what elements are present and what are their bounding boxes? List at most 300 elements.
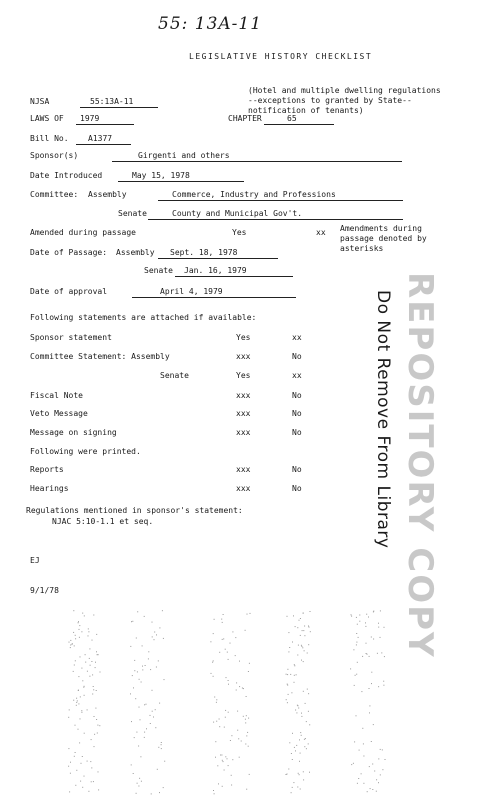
speckle [73, 610, 74, 611]
speckle [214, 619, 215, 620]
speckle [358, 637, 359, 638]
speckle [384, 627, 385, 628]
speckle [213, 722, 214, 723]
speckle [94, 746, 95, 747]
speckle [383, 681, 384, 682]
laws-of-value: 1979 [80, 114, 100, 123]
speckle [140, 756, 141, 757]
regulations-line-1: Regulations mentioned in sponsor's statement: [26, 506, 243, 515]
speckle [84, 695, 85, 696]
speckle [289, 647, 290, 648]
speckle [374, 771, 375, 772]
printed-row-yes: xxx [236, 465, 251, 474]
speckle [142, 669, 143, 670]
speckle [84, 776, 85, 777]
speckle [384, 656, 385, 657]
speckle [98, 789, 99, 790]
speckle [131, 621, 132, 622]
speckle [219, 719, 220, 720]
speckle [239, 757, 240, 758]
amended-note-2: passage denoted by [340, 234, 427, 243]
speckle [136, 793, 137, 794]
speckle [372, 764, 373, 765]
speckle [87, 761, 88, 762]
speckle [294, 675, 295, 676]
statement-row-no: No [292, 409, 302, 418]
speckle [142, 666, 143, 667]
speckle [371, 637, 372, 638]
speckle [250, 613, 251, 614]
speckle [92, 694, 93, 695]
passage-senate-label: Senate [144, 266, 173, 275]
speckle [81, 712, 82, 713]
speckle [92, 640, 93, 641]
speckle [148, 651, 149, 652]
speckle [68, 748, 69, 749]
speckle [215, 741, 216, 742]
description-line-1: (Hotel and multiple dwelling regulations [248, 86, 441, 95]
speckle [98, 654, 99, 655]
speckle [308, 711, 309, 712]
speckle [288, 632, 289, 633]
speckle [85, 654, 86, 655]
speckle [308, 743, 309, 744]
speckle [214, 793, 215, 794]
amended-yes: Yes [232, 228, 247, 237]
speckle [221, 619, 222, 620]
committee-assembly-value: Commerce, Industry and Professions [172, 190, 336, 199]
printed-row-label: Reports [30, 465, 64, 474]
description-line-3: notification of tenants) [248, 106, 364, 115]
speckle [210, 641, 211, 642]
speckle [301, 735, 302, 736]
speckle [155, 709, 156, 710]
speckle [231, 775, 232, 776]
speckle [363, 743, 364, 744]
speckle [373, 639, 374, 640]
speckle [79, 625, 80, 626]
speckle [245, 630, 246, 631]
speckle [308, 644, 309, 645]
speckle [100, 672, 101, 673]
speckle [159, 792, 160, 793]
speckle [84, 615, 85, 616]
speckle [74, 645, 75, 646]
speckle [164, 761, 165, 762]
statement-row-label: Sponsor statement [30, 333, 112, 342]
speckle [225, 717, 226, 718]
statement-row-yes: Yes [236, 371, 251, 380]
speckle [218, 783, 219, 784]
speckle [95, 667, 96, 668]
speckle [243, 716, 244, 717]
speckle [371, 672, 372, 673]
speckle [297, 627, 298, 628]
speckle [355, 675, 356, 676]
speckle [157, 769, 158, 770]
speckle [144, 616, 145, 617]
speckle [247, 732, 248, 733]
speckle [73, 671, 74, 672]
speckle [225, 710, 226, 711]
speckle [359, 621, 360, 622]
speckle [309, 627, 310, 628]
speckle [356, 633, 357, 634]
sponsor-value: Girgenti and others [138, 151, 230, 160]
speckle [291, 792, 292, 793]
speckle [152, 690, 153, 691]
speckle [211, 673, 212, 674]
speckle [246, 715, 247, 716]
speckle [80, 781, 81, 782]
speckle [291, 692, 292, 693]
speckle [227, 652, 228, 653]
speckle [354, 685, 355, 686]
speckle [154, 639, 155, 640]
speckle [88, 635, 89, 636]
speckle [351, 616, 352, 617]
speckle [150, 723, 151, 724]
speckle [287, 674, 288, 675]
speckle [362, 728, 363, 729]
speckle [378, 758, 379, 759]
speckle [376, 791, 377, 792]
speckle [373, 724, 374, 725]
speckle [223, 761, 224, 762]
speckle [92, 674, 93, 675]
statement-row-yes: xxx [236, 352, 251, 361]
speckle [82, 756, 83, 757]
speckle [78, 676, 79, 677]
speckle [239, 661, 240, 662]
speckle [303, 691, 304, 692]
speckle [303, 613, 304, 614]
statement-row-no: xx [292, 371, 302, 380]
speckle [246, 735, 247, 736]
speckle [88, 791, 89, 792]
speckle [292, 733, 293, 734]
statement-row-label: Fiscal Note [30, 391, 83, 400]
speckle [222, 622, 223, 623]
speckle [93, 781, 94, 782]
speckle [95, 662, 96, 663]
speckle [301, 660, 302, 661]
speckle [136, 732, 137, 733]
amended-note-1: Amendments during [340, 224, 422, 233]
speckle [287, 774, 288, 775]
speckle [245, 744, 246, 745]
speckle [70, 762, 71, 763]
njsa-value: 55:13A-11 [90, 97, 134, 106]
speckle [161, 742, 162, 743]
speckle [224, 770, 225, 771]
speckle [288, 769, 289, 770]
speckle [73, 700, 74, 701]
speckle [238, 738, 239, 739]
speckle [134, 737, 135, 738]
amended-label: Amended during passage [30, 228, 136, 237]
speckle [299, 761, 300, 762]
speckle [361, 691, 362, 692]
speckle [156, 634, 157, 635]
speckle [222, 786, 223, 787]
njsa-label: NJSA [30, 97, 50, 106]
speckle [70, 773, 71, 774]
speckle [90, 665, 91, 666]
speckle [139, 707, 140, 708]
speckle [76, 705, 77, 706]
speckle [216, 699, 217, 700]
speckle [354, 741, 355, 742]
speckle [78, 690, 79, 691]
speckle [217, 765, 218, 766]
speckle [366, 643, 367, 644]
speckle [369, 705, 370, 706]
speckle [219, 652, 220, 653]
speckle [310, 611, 311, 612]
speckle [70, 645, 71, 646]
speckle [132, 675, 133, 676]
speckle [294, 747, 295, 748]
speckle [159, 703, 160, 704]
speckle [78, 621, 79, 622]
speckle [74, 756, 75, 757]
speckle [357, 662, 358, 663]
statement-row-label: Veto Message [30, 409, 88, 418]
speckle [249, 663, 250, 664]
statement-row-yes: xxx [236, 391, 251, 400]
speckle [75, 785, 76, 786]
speckle [303, 779, 304, 780]
speckle [161, 748, 162, 749]
speckle [378, 686, 379, 687]
speckle [213, 676, 214, 677]
speckle [220, 755, 221, 756]
speckle [97, 725, 98, 726]
speckle [302, 630, 303, 631]
speckle [298, 708, 299, 709]
speckle [78, 703, 79, 704]
speckle [245, 722, 246, 723]
speckle [385, 759, 386, 760]
speckle [130, 646, 131, 647]
speckle [75, 752, 76, 753]
speckle [82, 787, 83, 788]
speckle [248, 671, 249, 672]
speckle [68, 717, 69, 718]
speckle [216, 702, 217, 703]
speckle [130, 693, 131, 694]
amended-mark: xx [316, 228, 326, 237]
speckle [74, 665, 75, 666]
speckle [225, 756, 226, 757]
speckle [363, 783, 364, 784]
speckle [226, 677, 227, 678]
speckle [293, 615, 294, 616]
speckle [80, 718, 81, 719]
speckle [230, 740, 231, 741]
bill-value: A1377 [88, 134, 113, 143]
speckle [381, 652, 382, 653]
page-title: LEGISLATIVE HISTORY CHECKLIST [189, 52, 373, 61]
speckle [81, 668, 82, 669]
speckle [235, 655, 236, 656]
speckle [248, 746, 249, 747]
speckle [307, 653, 308, 654]
speckle [353, 649, 354, 650]
scan-noise [60, 610, 390, 795]
printed-row-yes: xxx [236, 484, 251, 493]
speckle [371, 741, 372, 742]
approval-label: Date of approval [30, 287, 108, 296]
speckle [378, 782, 379, 783]
speckle [154, 632, 155, 633]
speckle [83, 687, 84, 688]
speckle [94, 734, 95, 735]
speckle [359, 750, 360, 751]
speckle [227, 758, 228, 759]
speckle [224, 727, 225, 728]
speckle [76, 698, 77, 699]
speckle [378, 623, 379, 624]
statement-row-yes: xxx [236, 409, 251, 418]
speckle [288, 651, 289, 652]
speckle [369, 688, 370, 689]
speckle [351, 614, 352, 615]
speckle [75, 638, 76, 639]
speckle [296, 745, 297, 746]
speckle [222, 760, 223, 761]
speckle [93, 615, 94, 616]
speckle [140, 719, 141, 720]
speckle [356, 674, 357, 675]
speckle [133, 687, 134, 688]
speckle [373, 611, 374, 612]
speckle [93, 689, 94, 690]
speckle [214, 697, 215, 698]
speckle [138, 746, 139, 747]
speckle [298, 705, 299, 706]
speckle [295, 710, 296, 711]
speckle [72, 644, 73, 645]
bill-label: Bill No. [30, 134, 69, 143]
speckle [75, 635, 76, 636]
speckle [77, 700, 78, 701]
speckle [370, 788, 371, 789]
speckle [356, 617, 357, 618]
speckle [361, 773, 362, 774]
speckle [298, 773, 299, 774]
speckle [288, 694, 289, 695]
speckle [223, 638, 224, 639]
speckle [292, 642, 293, 643]
speckle [96, 719, 97, 720]
speckle [152, 622, 153, 623]
speckle [159, 627, 160, 628]
speckle [300, 618, 301, 619]
speckle [295, 750, 296, 751]
speckle [213, 660, 214, 661]
speckle [231, 735, 232, 736]
speckle [138, 786, 139, 787]
speckle [309, 772, 310, 773]
speckle [76, 770, 77, 771]
speckle [299, 774, 300, 775]
statement-row-label: Committee Statement: Assembly [30, 352, 170, 361]
statement-row-label: Senate [160, 371, 189, 380]
speckle [80, 696, 81, 697]
speckle [225, 649, 226, 650]
speckle [382, 769, 383, 770]
speckle [78, 729, 79, 730]
speckle [302, 647, 303, 648]
speckle [232, 759, 233, 760]
speckle [96, 651, 97, 652]
speckle [99, 725, 100, 726]
speckle [141, 682, 142, 683]
speckle [228, 765, 229, 766]
speckle [369, 656, 370, 657]
speckle [158, 747, 159, 748]
speckle [141, 781, 142, 782]
speckle [76, 702, 77, 703]
speckle [303, 661, 304, 662]
speckle [242, 688, 243, 689]
speckle [228, 659, 229, 660]
speckle [247, 614, 248, 615]
speckle [359, 615, 360, 616]
speckle [358, 778, 359, 779]
speckle [152, 711, 153, 712]
passage-assembly-value: Sept. 18, 1978 [170, 248, 238, 257]
speckle [380, 610, 381, 611]
date-introduced-label: Date Introduced [30, 171, 103, 180]
speckle [351, 764, 352, 765]
printed-row-label: Hearings [30, 484, 69, 493]
speckle [89, 676, 90, 677]
speckle [79, 629, 80, 630]
speckle [301, 713, 302, 714]
speckle [139, 679, 140, 680]
statement-row-yes: xxx [236, 428, 251, 437]
speckle [70, 640, 71, 641]
initials: EJ [30, 556, 40, 565]
speckle [98, 771, 99, 772]
speckle [356, 715, 357, 716]
speckle [294, 665, 295, 666]
speckle [368, 617, 369, 618]
speckle [152, 636, 153, 637]
speckle [246, 789, 247, 790]
speckle [356, 642, 357, 643]
regulations-line-2: NJAC 5:10-1.1 et seq. [52, 517, 154, 526]
speckle [380, 774, 381, 775]
speckle [222, 639, 223, 640]
speckle [365, 626, 366, 627]
speckle [150, 715, 151, 716]
speckle [70, 647, 71, 648]
speckle [82, 680, 83, 681]
speckle [146, 704, 147, 705]
committee-assembly-label: Assembly [88, 190, 127, 199]
speckle [246, 696, 247, 697]
speckle [357, 624, 358, 625]
speckle [292, 787, 293, 788]
speckle [303, 771, 304, 772]
speckle [294, 682, 295, 683]
speckle [142, 645, 143, 646]
speckle [304, 635, 305, 636]
